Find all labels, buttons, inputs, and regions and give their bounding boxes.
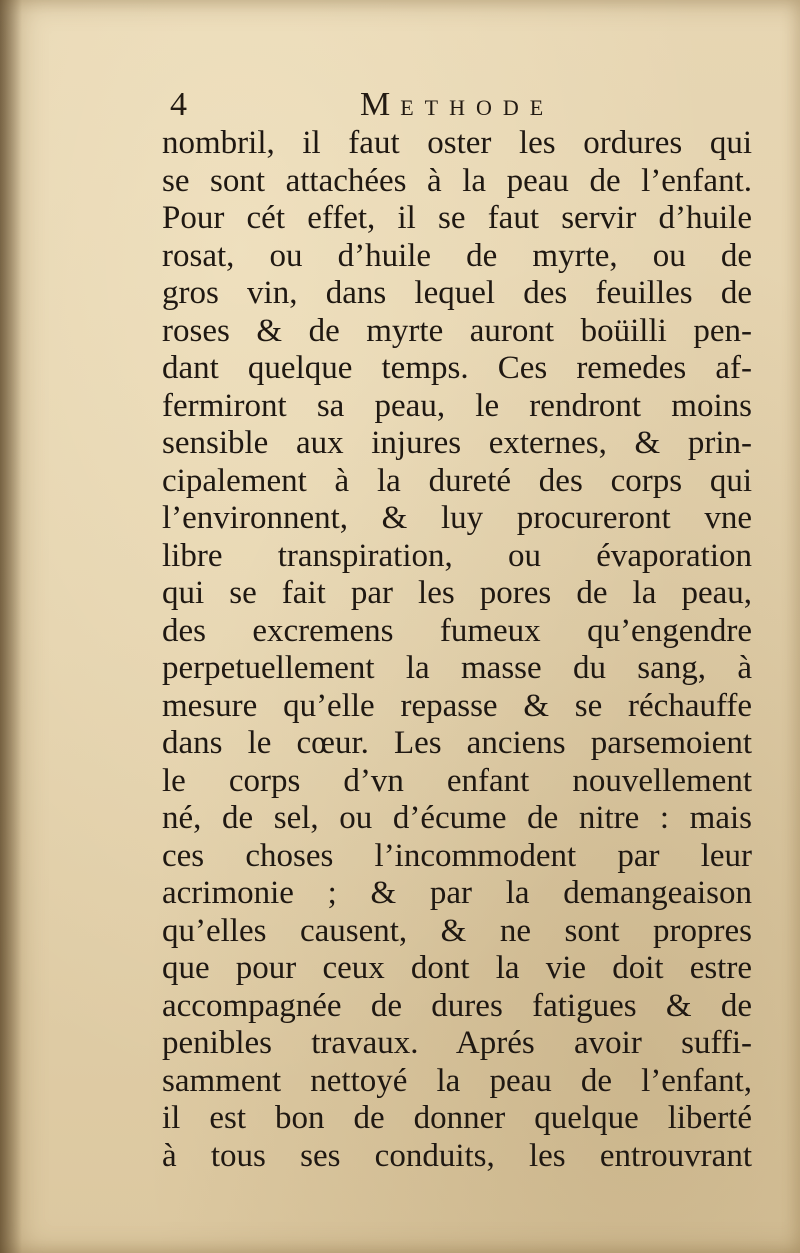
text-line: l’environnent, & luy procureront vne: [162, 500, 752, 536]
text-line: perpetuellement la masse du sang, à: [162, 650, 752, 686]
text-line: fermiront sa peau, le rendront moins: [162, 387, 752, 424]
text-line: samment nettoyé la peau de l’enfant,: [162, 1062, 752, 1099]
text-line: accompagnée de dures fatigues & de: [162, 987, 752, 1024]
text-line: Pour cét effet, il se faut servir d’huile: [162, 200, 752, 236]
text-line: qui se fait par les pores de la peau,: [162, 575, 752, 611]
text-line: ces choses l’incommodent par leur: [162, 837, 752, 874]
text-line: mesure qu’elle repasse & se réchauffe: [162, 687, 752, 724]
text-line: dans le cœur. Les anciens parsemoient: [162, 725, 752, 761]
text-line: libre transpiration, ou évaporation: [162, 537, 752, 574]
text-line: se sont attachées à la peau de l’enfant.: [162, 162, 752, 199]
text-line: roses & de myrte auront boüilli pen-: [162, 312, 752, 349]
body-text: [162, 125, 752, 1175]
text-line: cipalement à la dureté des corps qui: [162, 462, 752, 499]
text-line: rosat, ou d’huile de myrte, ou de: [162, 237, 752, 274]
gutter-shadow: [0, 0, 22, 1253]
text-line: né, de sel, ou d’écume de nitre : mais: [162, 800, 752, 836]
running-title-initial: M: [360, 86, 401, 123]
page-header: [170, 80, 770, 130]
text-line: que pour ceux dont la vie doit estre: [162, 950, 752, 986]
text-line: à tous ses conduits, les entrouvrant: [162, 1137, 752, 1174]
text-line: qu’elles causent, & ne sont propres: [162, 912, 752, 949]
text-line: gros vin, dans lequel des feuilles de: [162, 275, 752, 311]
running-title-rest: ETHODE: [400, 95, 555, 120]
text-line: des excremens fumeux qu’engendre: [162, 612, 752, 649]
text-line: dant quelque temps. Ces remedes af-: [162, 350, 752, 386]
text-line: il est bon de donner quelque liberté: [162, 1100, 752, 1136]
text-line: le corps d’vn enfant nouvellement: [162, 762, 752, 799]
page-number: 4: [170, 86, 187, 123]
running-title: [360, 86, 554, 124]
text-line: nombril, il faut oster les ordures qui: [162, 125, 752, 161]
text-line: sensible aux injures externes, & prin-: [162, 425, 752, 461]
text-line: acrimonie ; & par la demangeaison: [162, 875, 752, 911]
text-line: penibles travaux. Aprés avoir suffi-: [162, 1025, 752, 1061]
